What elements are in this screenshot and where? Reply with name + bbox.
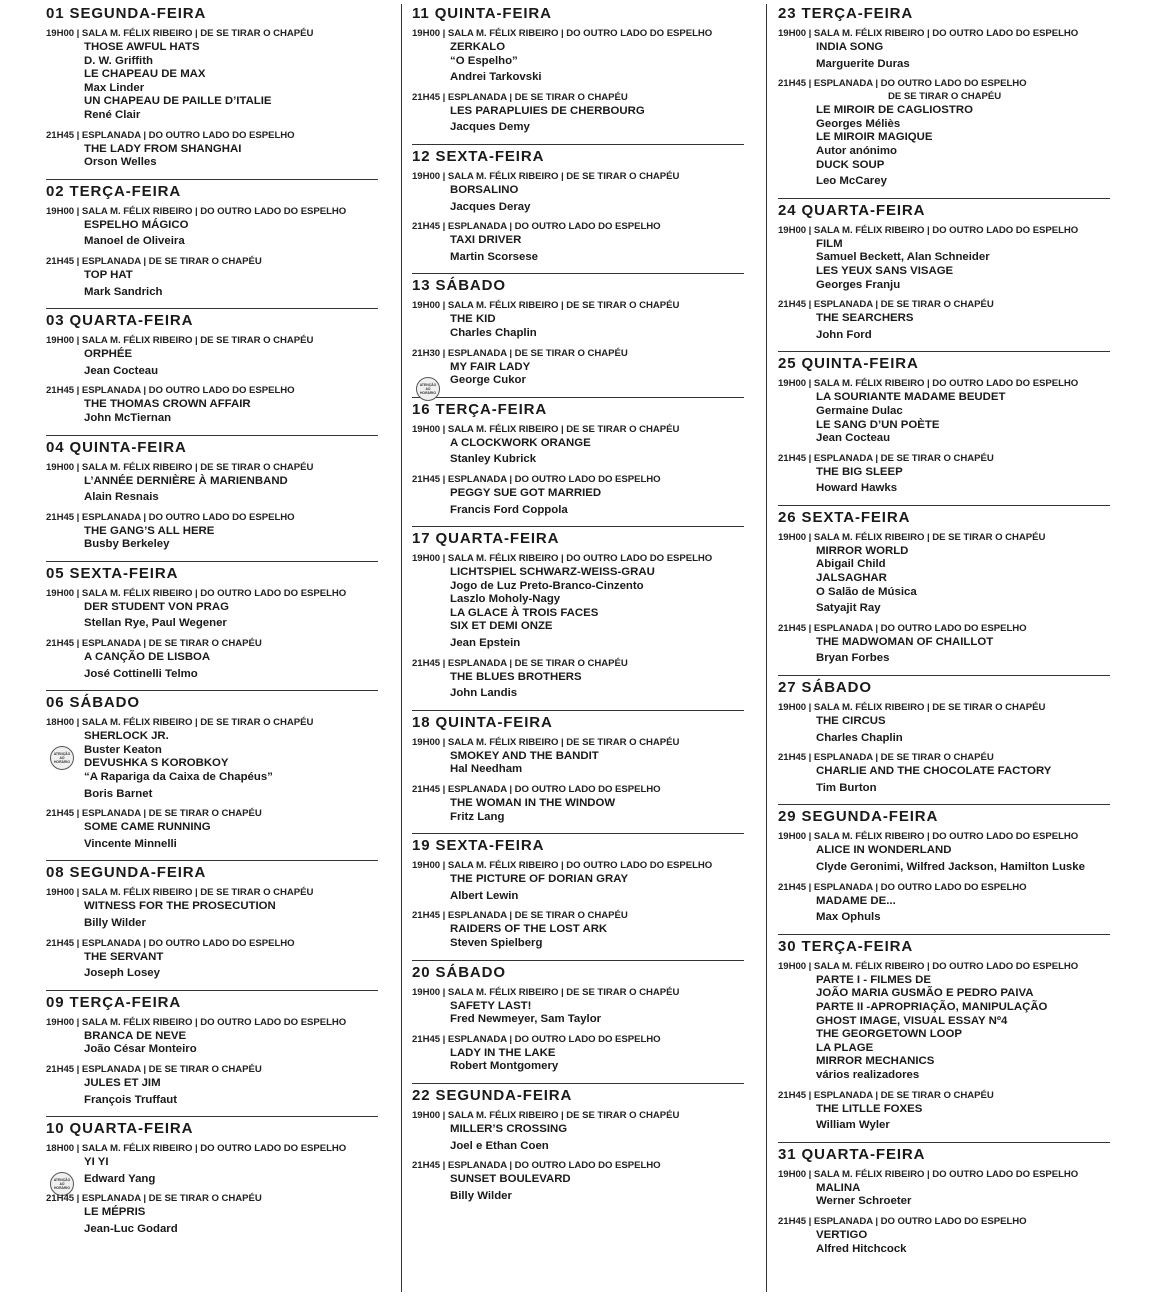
film-title: JALSAGHAR: [816, 572, 887, 585]
film-title: YI YI: [84, 1156, 109, 1169]
screening-session: [46, 1063, 378, 1107]
column-divider: [766, 4, 767, 1292]
day-heading: 27 SÁBADO: [778, 679, 872, 697]
film-title: LES PARAPLUIES DE CHERBOURG: [450, 104, 645, 117]
film-director: Fritz Lang: [450, 810, 505, 823]
screening-session: [412, 220, 744, 264]
film-title: THE SEARCHERS: [816, 312, 914, 325]
film-title: DEVUSHKA S KOROBKOY: [84, 757, 229, 770]
film-title: SOME CAME RUNNING: [84, 821, 211, 834]
screening-session: [412, 986, 744, 1027]
film-title: LE MIROIR DE CAGLIOSTRO: [816, 104, 973, 117]
film-title: CHARLIE AND THE CHOCOLATE FACTORY: [816, 765, 1052, 778]
film-director: Samuel Beckett, Alan Schneider: [816, 251, 990, 264]
session-header: 21H45 | ESPLANADA | DO OUTRO LADO DO ESPELHO: [412, 473, 661, 485]
film-title: WITNESS FOR THE PROSECUTION: [84, 900, 276, 913]
film-director: Georges Franju: [816, 278, 901, 291]
session-header: 19H00 | SALA M. FÉLIX RIBEIRO | DO OUTRO LADO DO ESPELHO: [778, 960, 1079, 972]
film-director: Francis Ford Coppola: [450, 503, 568, 516]
screening-session: [46, 384, 378, 425]
film-director: Jean-Luc Godard: [84, 1222, 178, 1235]
film-director: D. W. Griffith: [84, 54, 153, 67]
day-block: [412, 5, 744, 145]
film-director: Charles Chaplin: [816, 731, 903, 744]
film-title: THE WOMAN IN THE WINDOW: [450, 797, 616, 810]
film-director: Stanley Kubrick: [450, 453, 537, 466]
schedule-warning-text: ATENÇÃO AO HORÁRIO: [419, 382, 437, 395]
session-header: 19H00 | SALA M. FÉLIX RIBEIRO | DO OUTRO LADO DO ESPELHO: [412, 860, 713, 872]
screening-session: [778, 27, 1110, 71]
screening-session: [46, 334, 378, 378]
screening-session: [778, 830, 1110, 874]
day-block: [46, 439, 378, 562]
film-title: MADAME DE...: [816, 894, 896, 907]
session-header: 18H00 | SALA M. FÉLIX RIBEIRO | DE SE TIRAR O CHAPÉU: [46, 717, 314, 729]
screening-session: [46, 461, 378, 505]
screening-session: [778, 224, 1110, 292]
screening-session: [412, 1109, 744, 1153]
day-block: [778, 509, 1110, 676]
screening-session: [778, 452, 1110, 496]
film-director: Max Ophuls: [816, 911, 881, 924]
film-title: Laszlo Moholy-Nagy: [450, 593, 561, 606]
film-director: Jean Cocteau: [84, 364, 159, 377]
day-block: [46, 1120, 378, 1245]
film-director: Hal Needham: [450, 763, 523, 776]
day-block: [778, 5, 1110, 199]
film-director: Clyde Geronimi, Wilfred Jackson, Hamilton Luske: [816, 861, 1085, 873]
day-heading: 02 TERÇA-FEIRA: [46, 182, 182, 200]
film-title: A CLOCKWORK ORANGE: [450, 436, 591, 449]
film-director: Boris Barnet: [84, 787, 153, 800]
film-director: John Landis: [450, 687, 518, 700]
film-title: SMOKEY AND THE BANDIT: [450, 749, 599, 762]
schedule-warning-text: ATENÇÃO AO HORÁRIO: [53, 1178, 71, 1191]
screening-session: [46, 255, 378, 299]
session-header: 19H00 | SALA M. FÉLIX RIBEIRO | DO OUTRO LADO DO ESPELHO: [778, 1168, 1079, 1180]
screening-session: [412, 347, 744, 395]
session-header: 19H00 | SALA M. FÉLIX RIBEIRO | DO OUTRO LADO DO ESPELHO: [778, 224, 1079, 236]
film-director: Andrei Tarkovski: [450, 71, 542, 84]
film-title: PARTE II -APROPRIAÇÃO, MANIPULAÇÃO: [816, 1000, 1048, 1013]
screening-session: [46, 937, 378, 981]
film-title: THE THOMAS CROWN AFFAIR: [84, 398, 251, 411]
film-title: THE KID: [450, 313, 496, 326]
film-title: SAFETY LAST!: [450, 999, 532, 1012]
day-heading: 25 QUINTA-FEIRA: [778, 355, 919, 373]
film-title: THE LITLLE FOXES: [816, 1102, 923, 1115]
day-block: [412, 714, 744, 834]
film-title: LADY IN THE LAKE: [450, 1046, 556, 1059]
screening-session: [46, 1192, 378, 1236]
film-subtitle: O Salão de Música: [816, 585, 917, 598]
session-header: 19H00 | SALA M. FÉLIX RIBEIRO | DE SE TIRAR O CHAPÉU: [412, 423, 680, 435]
session-header: 21H45 | ESPLANADA | DO OUTRO LADO DO ESPELHO: [412, 1033, 661, 1045]
day-heading: 17 QUARTA-FEIRA: [412, 530, 560, 548]
day-heading: 18 QUINTA-FEIRA: [412, 713, 553, 731]
film-director: Joseph Losey: [84, 967, 160, 980]
screening-session: [778, 1089, 1110, 1133]
screening-session: [412, 859, 744, 903]
film-director: Georges Méliès: [816, 117, 901, 130]
day-block: [412, 964, 744, 1084]
film-director: Autor anónimo: [816, 144, 897, 157]
day-block: [412, 837, 744, 960]
film-director: Alain Resnais: [84, 491, 159, 504]
film-director: Jean Epstein: [450, 637, 521, 650]
film-director: Charles Chaplin: [450, 326, 537, 339]
session-header: 19H00 | SALA M. FÉLIX RIBEIRO | DO OUTRO LADO DO ESPELHO: [778, 28, 1079, 39]
day-heading: 22 SEGUNDA-FEIRA: [412, 1086, 573, 1104]
screening-session: [412, 170, 744, 214]
session-header: 19H00 | SALA M. FÉLIX RIBEIRO | DE SE TIRAR O CHAPÉU: [412, 1109, 680, 1121]
screening-session: [778, 1215, 1110, 1256]
film-title: MILLER’S CROSSING: [450, 1122, 568, 1135]
film-title: LE SANG D’UN POÈTE: [816, 418, 940, 431]
film-title: L’ANNÉE DERNIÈRE À MARIENBAND: [84, 474, 288, 487]
day-block: [46, 312, 378, 435]
film-director: Abigail Child: [816, 558, 886, 571]
screening-session: [46, 807, 378, 851]
film-director: Werner Schroeter: [816, 1195, 912, 1208]
film-director: Jacques Demy: [450, 121, 530, 134]
film-title: VERTIGO: [816, 1228, 868, 1241]
film-title: THE CIRCUS: [816, 715, 886, 728]
day-heading: 12 SEXTA-FEIRA: [412, 147, 545, 165]
film-director: Busby Berkeley: [84, 538, 170, 551]
film-director: Albert Lewin: [450, 889, 519, 902]
film-title: ALICE IN WONDERLAND: [816, 844, 952, 857]
film-director: Billy Wilder: [450, 1189, 512, 1202]
film-director: Jacques Deray: [450, 200, 531, 213]
film-title: A CANÇÃO DE LISBOA: [84, 651, 211, 664]
day-block: [412, 401, 744, 527]
session-header: 21H30 | ESPLANADA | DE SE TIRAR O CHAPÉU: [412, 347, 628, 359]
screening-session: [412, 299, 744, 340]
screening-session: [412, 1033, 744, 1074]
session-header: 21H45 | ESPLANADA | DO OUTRO LADO DO ESPELHO: [778, 881, 1027, 893]
day-heading: 06 SÁBADO: [46, 694, 140, 712]
film-title: LE CHAPEAU DE MAX: [84, 68, 206, 81]
film-title: TOP HAT: [84, 268, 133, 281]
day-heading: 03 QUARTA-FEIRA: [46, 312, 194, 330]
film-title: LICHTSPIEL SCHWARZ-WEISS-GRAU: [450, 566, 655, 579]
film-title: ORPHÉE: [84, 348, 133, 361]
film-director: Martin Scorsese: [450, 250, 538, 263]
session-header: 21H45 | ESPLANADA | DO OUTRO LADO DO ESPELHO: [46, 511, 295, 523]
film-director: Marguerite Duras: [816, 57, 910, 70]
film-director: Max Linder: [84, 81, 145, 94]
session-header: 21H45 | ESPLANADA | DO OUTRO LADO DO ESPELHO: [778, 1215, 1027, 1227]
day-heading: 05 SEXTA-FEIRA: [46, 564, 179, 582]
day-block: [778, 1146, 1110, 1265]
day-block: [46, 5, 378, 180]
screening-session: [778, 77, 1110, 189]
day-block: [46, 994, 378, 1117]
film-director: Stellan Rye, Paul Wegener: [84, 617, 227, 630]
screening-session: [412, 552, 744, 651]
film-title: JULES ET JIM: [84, 1076, 161, 1089]
film-director: William Wyler: [816, 1119, 890, 1132]
film-director: Jean Cocteau: [816, 432, 891, 445]
session-header: 19H00 | SALA M. FÉLIX RIBEIRO | DE SE TIRAR O CHAPÉU: [412, 986, 680, 998]
film-title: LES YEUX SANS VISAGE: [816, 264, 954, 277]
film-title: PARTE I - FILMES DE: [816, 973, 931, 986]
screening-session: [412, 909, 744, 950]
film-title: FILM: [816, 237, 843, 250]
film-director: Tim Burton: [816, 781, 877, 794]
schedule-column-3: [778, 4, 1110, 1268]
day-block: [46, 694, 378, 861]
screening-session: [778, 751, 1110, 795]
session-header: 21H45 | ESPLANADA | DE SE TIRAR O CHAPÉU: [46, 255, 262, 267]
day-heading: 30 TERÇA-FEIRA: [778, 937, 914, 955]
film-director: John Ford: [816, 328, 872, 341]
film-director: Orson Welles: [84, 156, 157, 169]
screening-session: [778, 622, 1110, 666]
schedule-column-1: [46, 4, 378, 1249]
film-title: LE MIROIR MAGIQUE: [816, 131, 933, 144]
film-title: THE MADWOMAN OF CHAILLOT: [816, 635, 994, 648]
film-title: DER STUDENT VON PRAG: [84, 600, 229, 613]
film-director: Vincente Minnelli: [84, 837, 177, 850]
session-header-continued: DE SE TIRAR O CHAPÉU: [888, 91, 1002, 103]
day-block: [46, 183, 378, 309]
film-title: TAXI DRIVER: [450, 234, 522, 247]
schedule-warning-text: ATENÇÃO AO HORÁRIO: [53, 752, 71, 765]
film-director: José Cottinelli Telmo: [84, 667, 198, 680]
session-header: 21H45 | ESPLANADA | DE SE TIRAR O CHAPÉU: [46, 1193, 262, 1205]
film-title: MIRROR MECHANICS: [816, 1055, 935, 1068]
session-header: 19H00 | SALA M. FÉLIX RIBEIRO | DO OUTRO LADO DO ESPELHO: [46, 587, 347, 599]
screening-session: [46, 1142, 378, 1191]
session-header: 21H45 | ESPLANADA | DE SE TIRAR O CHAPÉU: [412, 910, 628, 922]
day-heading: 23 TERÇA-FEIRA: [778, 5, 914, 22]
session-header: 21H45 | ESPLANADA | DE SE TIRAR O CHAPÉU: [778, 299, 994, 311]
day-block: [46, 565, 378, 691]
film-title: SIX ET DEMI ONZE: [450, 620, 553, 633]
day-heading: 26 SEXTA-FEIRA: [778, 508, 911, 526]
session-header: 21H45 | ESPLANADA | DE SE TIRAR O CHAPÉU: [46, 638, 262, 650]
film-director: Howard Hawks: [816, 482, 898, 495]
film-title: THE PICTURE OF DORIAN GRAY: [450, 873, 629, 886]
film-director: Manoel de Oliveira: [84, 235, 185, 248]
session-header: 21H45 | ESPLANADA | DO OUTRO LADO DO ESPELHO: [778, 622, 1027, 634]
film-director: Germaine Dulac: [816, 404, 903, 417]
film-title: SUNSET BOULEVARD: [450, 1173, 571, 1186]
film-title: JOÃO MARIA GUSMÃO E PEDRO PAIVA: [816, 987, 1034, 1000]
screening-session: [778, 881, 1110, 925]
session-header: 21H45 | ESPLANADA | DO OUTRO LADO DO ESPELHO: [412, 784, 661, 796]
film-director: Joel e Ethan Coen: [450, 1139, 549, 1152]
session-header: 19H00 | SALA M. FÉLIX RIBEIRO | DO OUTRO LADO DO ESPELHO: [412, 553, 713, 565]
film-director: Fred Newmeyer, Sam Taylor: [450, 1013, 602, 1026]
session-header: 21H45 | ESPLANADA | DO OUTRO LADO DO ESPELHO: [412, 221, 661, 233]
film-director: Steven Spielberg: [450, 937, 543, 949]
film-director: Mark Sandrich: [84, 285, 163, 298]
session-header: 21H45 | ESPLANADA | DO OUTRO LADO DO ESPELHO: [412, 1160, 661, 1172]
screening-session: [46, 129, 378, 170]
column-divider: [401, 4, 402, 1292]
session-header: 19H00 | SALA M. FÉLIX RIBEIRO | DE SE TIRAR O CHAPÉU: [778, 702, 1046, 714]
film-title: DUCK SOUP: [816, 158, 885, 171]
screening-session: [46, 716, 378, 801]
day-block: [778, 355, 1110, 506]
day-heading: 01 SEGUNDA-FEIRA: [46, 5, 207, 22]
film-title: THE BIG SLEEP: [816, 465, 903, 478]
screening-session: [778, 531, 1110, 616]
day-block: [778, 679, 1110, 805]
film-director: Edward Yang: [84, 1172, 156, 1185]
screening-session: [412, 783, 744, 824]
film-title: THE GEORGETOWN LOOP: [816, 1028, 962, 1041]
film-title: MALINA: [816, 1181, 861, 1194]
film-title: ZERKALO: [450, 41, 506, 53]
film-title: THE BLUES BROTHERS: [450, 670, 582, 683]
film-title: INDIA SONG: [816, 41, 884, 53]
day-heading: 11 QUINTA-FEIRA: [412, 5, 552, 22]
day-block: [412, 277, 744, 397]
session-header: 21H45 | ESPLANADA | DE SE TIRAR O CHAPÉU: [46, 808, 262, 820]
session-header: 19H00 | SALA M. FÉLIX RIBEIRO | DE SE TIRAR O CHAPÉU: [46, 887, 314, 899]
screening-session: [412, 423, 744, 467]
film-title: LA PLAGE: [816, 1041, 874, 1054]
screening-session: [46, 886, 378, 930]
day-heading: 13 SÁBADO: [412, 277, 506, 295]
day-heading: 24 QUARTA-FEIRA: [778, 201, 926, 219]
film-title: THE GANG’S ALL HERE: [84, 524, 215, 537]
day-block: [778, 808, 1110, 934]
film-director: Alfred Hitchcock: [816, 1242, 907, 1255]
film-director: John McTiernan: [84, 411, 172, 424]
session-header: 19H00 | SALA M. FÉLIX RIBEIRO | DE SE TIRAR O CHAPÉU: [46, 28, 314, 39]
session-header: 21H45 | ESPLANADA | DO OUTRO LADO DO ESPELHO: [46, 937, 295, 949]
screening-session: [778, 1168, 1110, 1209]
screening-session: [46, 511, 378, 552]
film-title: LA GLACE À TROIS FACES: [450, 606, 599, 619]
day-heading: 19 SEXTA-FEIRA: [412, 837, 545, 855]
screening-session: [412, 473, 744, 517]
film-subtitle: “A Rapariga da Caixa de Chapéus”: [84, 771, 273, 784]
film-title: BRANCA DE NEVE: [84, 1029, 187, 1042]
film-director: René Clair: [84, 108, 141, 121]
film-title: LE MÉPRIS: [84, 1206, 146, 1219]
day-heading: 20 SÁBADO: [412, 963, 506, 981]
film-title: ESPELHO MÁGICO: [84, 218, 189, 231]
film-director: João César Monteiro: [84, 1043, 197, 1056]
film-director: Billy Wilder: [84, 917, 146, 929]
session-header: 19H00 | SALA M. FÉLIX RIBEIRO | DO OUTRO LADO DO ESPELHO: [778, 378, 1079, 390]
screening-session: [412, 27, 744, 85]
screening-session: [412, 91, 744, 135]
session-header: 19H00 | SALA M. FÉLIX RIBEIRO | DE SE TIRAR O CHAPÉU: [412, 170, 680, 182]
session-header: 19H00 | SALA M. FÉLIX RIBEIRO | DE SE TIRAR O CHAPÉU: [46, 335, 314, 347]
screening-session: [46, 1016, 378, 1057]
screening-session: [778, 298, 1110, 342]
day-heading: 16 TERÇA-FEIRA: [412, 400, 548, 418]
screening-session: [412, 736, 744, 777]
film-title: MY FAIR LADY: [450, 360, 531, 373]
film-title: MIRROR WORLD: [816, 544, 909, 557]
screening-session: [778, 377, 1110, 445]
session-header: 21H45 | ESPLANADA | DE SE TIRAR O CHAPÉU: [412, 657, 628, 669]
session-header: 18H00 | SALA M. FÉLIX RIBEIRO | DO OUTRO LADO DO ESPELHO: [46, 1143, 347, 1155]
screening-session: [46, 587, 378, 631]
screening-session: [778, 701, 1110, 745]
film-director: Satyajit Ray: [816, 602, 881, 615]
day-heading: 04 QUINTA-FEIRA: [46, 438, 187, 456]
session-header: 19H00 | SALA M. FÉLIX RIBEIRO | DE SE TIRAR O CHAPÉU: [412, 736, 680, 748]
film-title: THE LADY FROM SHANGHAI: [84, 142, 242, 155]
session-header: 21H45 | ESPLANADA | DE SE TIRAR O CHAPÉU: [412, 91, 628, 103]
session-header: 19H00 | SALA M. FÉLIX RIBEIRO | DO OUTRO LADO DO ESPELHO: [412, 28, 713, 39]
film-title: THOSE AWFUL HATS: [84, 41, 200, 53]
film-title: GHOST IMAGE, VISUAL ESSAY Nº4: [816, 1014, 1008, 1027]
screening-session: [412, 1159, 744, 1203]
session-header: 19H00 | SALA M. FÉLIX RIBEIRO | DE SE TIRAR O CHAPÉU: [778, 531, 1046, 543]
film-title: THE SERVANT: [84, 950, 164, 963]
film-title: RAIDERS OF THE LOST ARK: [450, 923, 608, 936]
day-block: [412, 1087, 744, 1212]
session-header: 21H45 | ESPLANADA | DE SE TIRAR O CHAPÉU: [778, 1089, 994, 1101]
screening-session: [412, 657, 744, 701]
session-header: 21H45 | ESPLANADA | DE SE TIRAR O CHAPÉU: [46, 1063, 262, 1075]
day-block: [778, 202, 1110, 353]
schedule-warning-badge: [416, 377, 440, 401]
day-block: [778, 938, 1110, 1143]
day-block: [46, 864, 378, 990]
film-title: PEGGY SUE GOT MARRIED: [450, 486, 602, 499]
film-title: SHERLOCK JR.: [84, 730, 169, 743]
film-director: George Cukor: [450, 374, 526, 387]
screening-session: [46, 205, 378, 249]
screening-session: [46, 27, 378, 123]
day-heading: 10 QUARTA-FEIRA: [46, 1120, 194, 1138]
film-director: François Truffaut: [84, 1093, 178, 1106]
screening-session: [46, 637, 378, 681]
day-heading: 08 SEGUNDA-FEIRA: [46, 864, 207, 882]
session-header: 19H00 | SALA M. FÉLIX RIBEIRO | DO OUTRO LADO DO ESPELHO: [46, 205, 347, 217]
film-subtitle: “O Espelho”: [450, 54, 518, 67]
film-director: Robert Montgomery: [450, 1060, 559, 1073]
film-director: Bryan Forbes: [816, 652, 890, 665]
session-header: 19H00 | SALA M. FÉLIX RIBEIRO | DO OUTRO LADO DO ESPELHO: [778, 831, 1079, 843]
film-title: UN CHAPEAU DE PAILLE D’ITALIE: [84, 95, 272, 108]
screening-session: [778, 960, 1110, 1083]
film-title: vários realizadores: [816, 1068, 920, 1081]
session-header: 19H00 | SALA M. FÉLIX RIBEIRO | DE SE TIRAR O CHAPÉU: [46, 461, 314, 473]
session-header: 21H45 | ESPLANADA | DO OUTRO LADO DO ESPELHO: [778, 78, 1027, 90]
film-title: BORSALINO: [450, 183, 519, 196]
day-block: [412, 148, 744, 274]
film-director: Leo McCarey: [816, 175, 887, 188]
film-title: Jogo de Luz Preto-Branco-Cinzento: [450, 579, 644, 592]
session-header: 19H00 | SALA M. FÉLIX RIBEIRO | DE SE TIRAR O CHAPÉU: [412, 300, 680, 312]
day-block: [412, 530, 744, 711]
film-title: LA SOURIANTE MADAME BEUDET: [816, 391, 1006, 404]
day-heading: 29 SEGUNDA-FEIRA: [778, 808, 939, 826]
session-header: 21H45 | ESPLANADA | DE SE TIRAR O CHAPÉU: [778, 752, 994, 764]
day-heading: 31 QUARTA-FEIRA: [778, 1145, 926, 1163]
schedule-column-2: [412, 4, 744, 1215]
session-header: 19H00 | SALA M. FÉLIX RIBEIRO | DO OUTRO LADO DO ESPELHO: [46, 1016, 347, 1028]
day-heading: 09 TERÇA-FEIRA: [46, 993, 182, 1011]
film-director: Buster Keaton: [84, 743, 162, 756]
session-header: 21H45 | ESPLANADA | DE SE TIRAR O CHAPÉU: [778, 452, 994, 464]
session-header: 21H45 | ESPLANADA | DO OUTRO LADO DO ESPELHO: [46, 385, 295, 397]
session-header: 21H45 | ESPLANADA | DO OUTRO LADO DO ESPELHO: [46, 129, 295, 141]
